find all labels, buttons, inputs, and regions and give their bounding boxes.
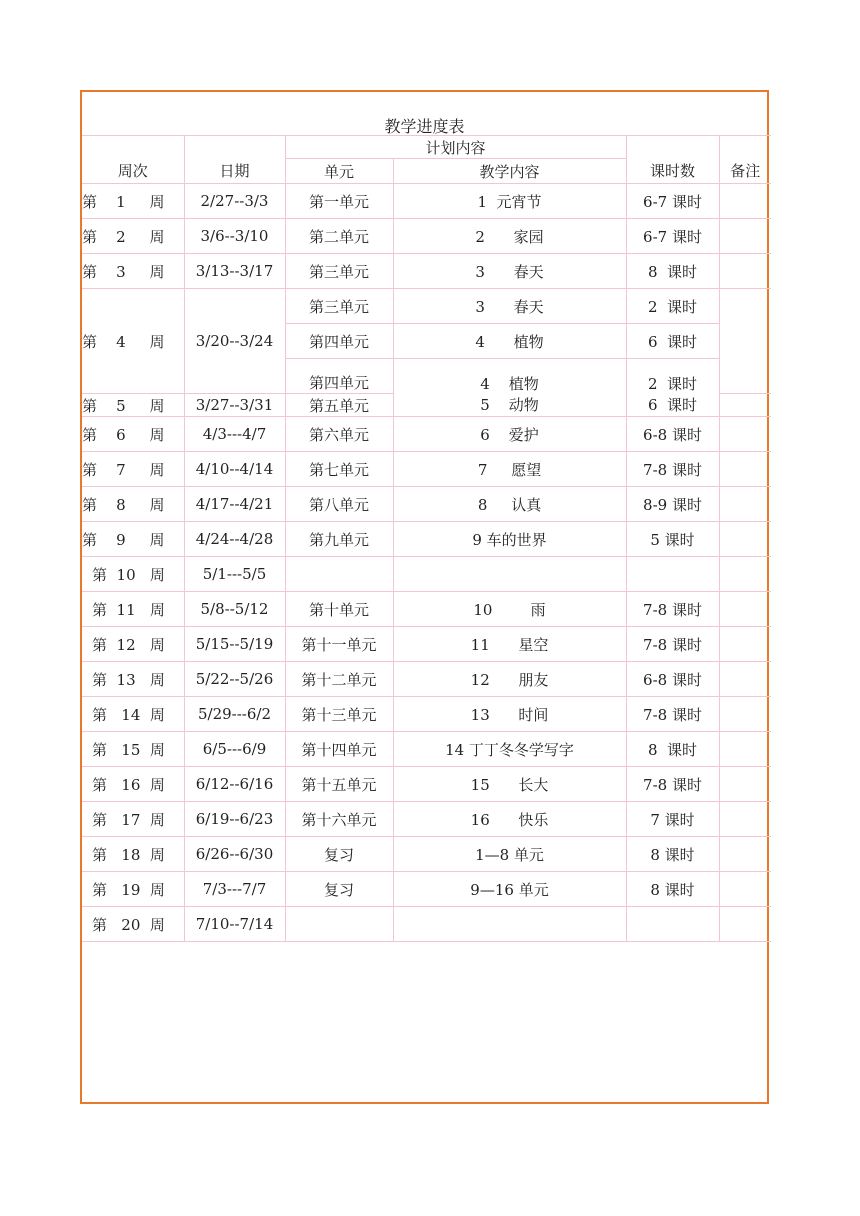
notes-cell — [719, 802, 771, 837]
unit-cell: 第十二单元 — [285, 662, 393, 697]
unit-cell — [285, 557, 393, 592]
notes-cell — [719, 219, 771, 254]
content-cell: 5 动物 — [393, 394, 626, 417]
content-cell: 1—8 单元 — [393, 837, 626, 872]
table-row — [82, 802, 771, 837]
content-cell — [393, 557, 626, 592]
unit-cell: 第七单元 — [285, 452, 393, 487]
table-row — [82, 662, 771, 697]
hours-cell: 7 课时 — [626, 802, 719, 837]
content-cell: 8 认真 — [393, 487, 626, 522]
table-row — [82, 487, 771, 522]
table-row — [82, 837, 771, 872]
date-cell: 6/26--6/30 — [184, 837, 285, 872]
table-row — [82, 557, 771, 592]
content-cell: 11 星空 — [393, 627, 626, 662]
unit-cell: 第二单元 — [285, 219, 393, 254]
table-row — [82, 522, 771, 557]
table-row — [82, 184, 771, 219]
date-cell: 5/29---6/2 — [184, 697, 285, 732]
week-cell: 第 20 周 — [82, 907, 184, 942]
header-date: 日期 — [184, 136, 285, 184]
date-cell: 3/20--3/24 — [184, 289, 285, 394]
table-row — [82, 219, 771, 254]
notes-cell — [719, 872, 771, 907]
notes-cell — [719, 592, 771, 627]
hours-cell — [626, 557, 719, 592]
hours-cell: 6 课时 — [626, 394, 719, 417]
date-cell: 5/22--5/26 — [184, 662, 285, 697]
notes-cell — [719, 417, 771, 452]
date-cell: 3/13--3/17 — [184, 254, 285, 289]
unit-cell: 第十三单元 — [285, 697, 393, 732]
week-cell: 第 6 周 — [82, 417, 184, 452]
table-row — [82, 452, 771, 487]
header-plan: 计划内容 — [285, 136, 626, 159]
notes-cell — [719, 732, 771, 767]
hours-cell: 7-8 课时 — [626, 627, 719, 662]
content-cell: 15 长大 — [393, 767, 626, 802]
week-cell: 第 18 周 — [82, 837, 184, 872]
week-cell: 第 3 周 — [82, 254, 184, 289]
content-cell: 4 植物 — [393, 324, 626, 359]
date-cell: 2/27--3/3 — [184, 184, 285, 219]
header-unit: 单元 — [285, 159, 393, 184]
week-cell: 第 4 周 — [82, 289, 184, 394]
week-cell: 第 9 周 — [82, 522, 184, 557]
unit-cell: 第十四单元 — [285, 732, 393, 767]
date-cell: 7/3---7/7 — [184, 872, 285, 907]
table-row — [82, 394, 771, 417]
hours-cell: 8 课时 — [626, 732, 719, 767]
table-row — [82, 254, 771, 289]
hours-cell: 8 课时 — [626, 837, 719, 872]
notes-cell — [719, 487, 771, 522]
date-cell: 6/19--6/23 — [184, 802, 285, 837]
date-cell: 4/24--4/28 — [184, 522, 285, 557]
content-cell: 6 爱护 — [393, 417, 626, 452]
date-cell: 4/10--4/14 — [184, 452, 285, 487]
content-cell: 3 春天 — [393, 289, 626, 324]
week-cell: 第 17 周 — [82, 802, 184, 837]
notes-cell — [719, 254, 771, 289]
date-cell: 4/17--4/21 — [184, 487, 285, 522]
table-title: 教学进度表 — [384, 117, 465, 136]
hours-cell: 8-9 课时 — [626, 487, 719, 522]
date-cell: 5/1---5/5 — [184, 557, 285, 592]
hours-cell: 7-8 课时 — [626, 697, 719, 732]
header-content: 教学内容 — [393, 159, 626, 184]
week-cell: 第 5 周 — [82, 394, 184, 417]
week-cell: 第 7 周 — [82, 452, 184, 487]
week-cell: 第 15 周 — [82, 732, 184, 767]
hours-cell: 5 课时 — [626, 522, 719, 557]
notes-cell — [719, 662, 771, 697]
week-cell: 第 16 周 — [82, 767, 184, 802]
table-row — [82, 767, 771, 802]
notes-cell — [719, 522, 771, 557]
content-cell: 13 时间 — [393, 697, 626, 732]
unit-cell: 第六单元 — [285, 417, 393, 452]
table-row — [82, 697, 771, 732]
notes-cell — [719, 394, 771, 417]
unit-cell: 第十五单元 — [285, 767, 393, 802]
hours-cell: 6 课时 — [626, 324, 719, 359]
week-cell: 第 10 周 — [82, 557, 184, 592]
notes-cell — [719, 289, 771, 394]
notes-cell — [719, 697, 771, 732]
date-cell: 6/12--6/16 — [184, 767, 285, 802]
table-row — [82, 417, 771, 452]
content-cell: 2 家园 — [393, 219, 626, 254]
date-cell: 4/3---4/7 — [184, 417, 285, 452]
table-row — [82, 289, 771, 324]
unit-cell: 第四单元 — [285, 359, 393, 394]
notes-cell — [719, 907, 771, 942]
content-cell: 12 朋友 — [393, 662, 626, 697]
table-row — [82, 592, 771, 627]
hours-cell: 7-8 课时 — [626, 767, 719, 802]
unit-cell: 第一单元 — [285, 184, 393, 219]
notes-cell — [719, 452, 771, 487]
unit-cell: 第十单元 — [285, 592, 393, 627]
week-cell: 第 13 周 — [82, 662, 184, 697]
notes-cell — [719, 184, 771, 219]
hours-cell: 6-7 课时 — [626, 219, 719, 254]
date-cell: 7/10--7/14 — [184, 907, 285, 942]
week-cell: 第 12 周 — [82, 627, 184, 662]
date-cell: 3/6--3/10 — [184, 219, 285, 254]
content-cell: 9—16 单元 — [393, 872, 626, 907]
schedule-table — [82, 135, 771, 942]
notes-cell — [719, 557, 771, 592]
content-cell: 3 春天 — [393, 254, 626, 289]
table-row — [82, 732, 771, 767]
week-cell: 第 11 周 — [82, 592, 184, 627]
unit-cell: 第三单元 — [285, 254, 393, 289]
notes-cell — [719, 767, 771, 802]
header-notes: 备注 — [719, 136, 771, 184]
hours-cell: 7-8 课时 — [626, 452, 719, 487]
date-cell: 3/27--3/31 — [184, 394, 285, 417]
table-row — [82, 627, 771, 662]
hours-cell: 6-8 课时 — [626, 662, 719, 697]
hours-cell: 7-8 课时 — [626, 592, 719, 627]
notes-cell — [719, 837, 771, 872]
date-cell: 6/5---6/9 — [184, 732, 285, 767]
hours-cell: 2 课时 — [626, 359, 719, 394]
date-cell: 5/15--5/19 — [184, 627, 285, 662]
week-cell: 第 19 周 — [82, 872, 184, 907]
header-row-1 — [82, 136, 771, 159]
unit-cell — [285, 907, 393, 942]
unit-cell: 第五单元 — [285, 394, 393, 417]
content-cell: 16 快乐 — [393, 802, 626, 837]
unit-cell: 复习 — [285, 837, 393, 872]
content-cell: 10 雨 — [393, 592, 626, 627]
document-frame — [80, 90, 769, 1104]
content-cell: 14 丁丁冬冬学写字 — [393, 732, 626, 767]
hours-cell: 6-7 课时 — [626, 184, 719, 219]
notes-cell — [719, 627, 771, 662]
unit-cell: 第八单元 — [285, 487, 393, 522]
date-cell: 5/8--5/12 — [184, 592, 285, 627]
content-cell: 1 元宵节 — [393, 184, 626, 219]
hours-cell: 8 课时 — [626, 872, 719, 907]
table-row — [82, 907, 771, 942]
content-cell: 9 车的世界 — [393, 522, 626, 557]
unit-cell: 第十六单元 — [285, 802, 393, 837]
table-row — [82, 872, 771, 907]
week-cell: 第 1 周 — [82, 184, 184, 219]
header-hours: 课时数 — [626, 136, 719, 184]
content-cell: 4 植物 — [393, 359, 626, 394]
unit-cell: 第四单元 — [285, 324, 393, 359]
week-cell: 第 2 周 — [82, 219, 184, 254]
unit-cell: 第三单元 — [285, 289, 393, 324]
unit-cell: 复习 — [285, 872, 393, 907]
hours-cell: 2 课时 — [626, 289, 719, 324]
hours-cell: 6-8 课时 — [626, 417, 719, 452]
week-cell: 第 14 周 — [82, 697, 184, 732]
hours-cell — [626, 907, 719, 942]
content-cell — [393, 907, 626, 942]
unit-cell: 第九单元 — [285, 522, 393, 557]
header-week: 周次 — [82, 136, 184, 184]
week-cell: 第 8 周 — [82, 487, 184, 522]
unit-cell: 第十一单元 — [285, 627, 393, 662]
content-cell: 7 愿望 — [393, 452, 626, 487]
hours-cell: 8 课时 — [626, 254, 719, 289]
